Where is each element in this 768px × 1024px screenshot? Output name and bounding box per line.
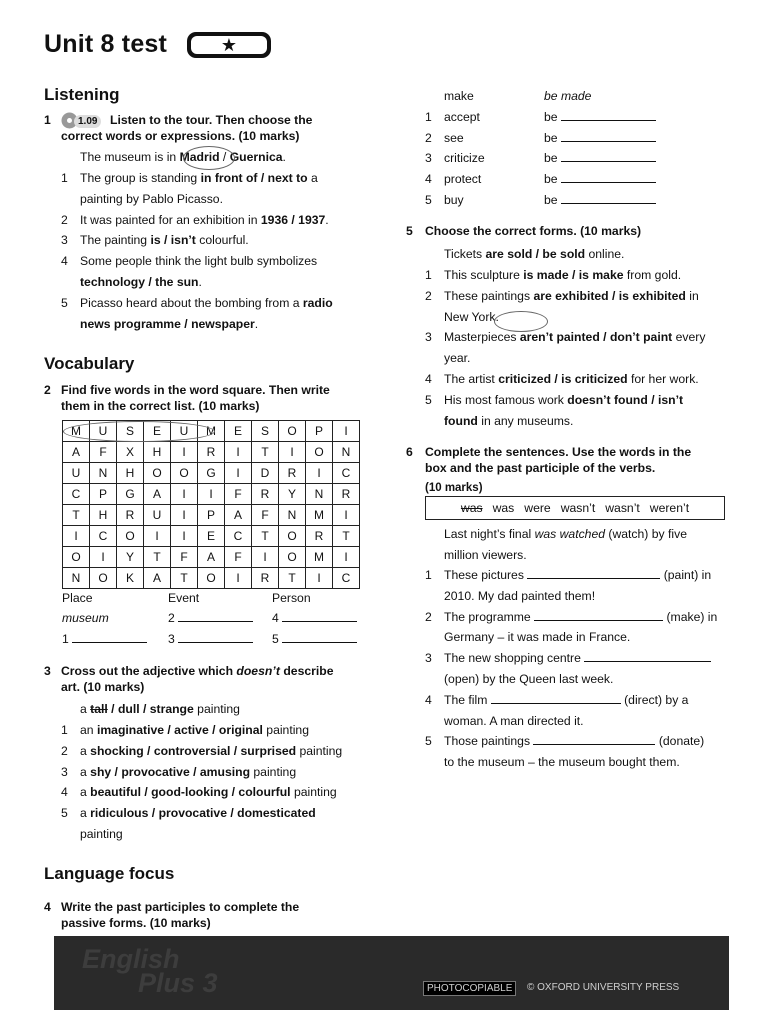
word-lists: Place Event Person museum 2 4 1 3 5 — [62, 588, 362, 654]
question-5-instruction: 5 Choose the correct forms. (10 marks) — [406, 224, 642, 238]
word-square-cell: N — [279, 505, 306, 526]
word-square-cell: A — [144, 568, 171, 589]
word-square-cell: S — [252, 421, 279, 442]
word-square-row — [63, 526, 360, 547]
word-square-cell: N — [90, 463, 117, 484]
word-square-cell: U — [144, 505, 171, 526]
word-square-cell: I — [306, 568, 333, 589]
circle-mark — [494, 311, 548, 332]
word-square-cell: O — [171, 463, 198, 484]
word-square-cell: I — [90, 547, 117, 568]
word-square-cell: O — [279, 421, 306, 442]
vocabulary-heading: Vocabulary — [44, 354, 135, 373]
word-square-cell: G — [117, 484, 144, 505]
english-plus-logo: Plus 3 — [138, 968, 218, 998]
word-square-cell: I — [171, 526, 198, 547]
word-square-cell: I — [225, 463, 252, 484]
photocopiable-label: PHOTOCOPIABLE — [423, 981, 516, 996]
star-level-badge — [187, 32, 271, 58]
question-6-example: Last night’s final was watched (watch) by five million viewers. — [444, 527, 687, 562]
word-square-cell: R — [252, 484, 279, 505]
circle-mark — [63, 421, 215, 442]
question-4-items: make be made 1 accept be 2 see be 3 criticize be 4 protect be 5 buy be — [425, 86, 725, 211]
question-5-items: 1 This sculpture is made / is make from gold. 2 These paintings are exhibited / is exhibited in New York. 3 Masterpieces aren’t painted / don’t paint every year. 4 The artist criticized / is criticized for her work. 5 His most famous work doesn’t found / isn’t found in any museums. — [425, 268, 706, 428]
word-square-cell: A — [63, 442, 90, 463]
word-square-cell: O — [279, 547, 306, 568]
word-square-cell: U — [171, 421, 198, 442]
language-focus-heading: Language focus — [44, 864, 175, 883]
english-plus-logo: English — [82, 944, 180, 974]
word-square-cell: I — [333, 547, 360, 568]
word-square-cell: R — [117, 505, 144, 526]
question-3-example: a tall / dull / strange painting — [80, 702, 240, 716]
word-square-cell: T — [171, 568, 198, 589]
word-square-cell: F — [90, 442, 117, 463]
word-square-cell: K — [117, 568, 144, 589]
publisher-label: © OXFORD UNIVERSITY PRESS — [527, 982, 680, 993]
word-square-cell: I — [252, 547, 279, 568]
word-square-row — [63, 442, 360, 463]
question-1-instruction: 1 1.09 Listen to the tour. Then choose the correct words or expressions. (10 marks) — [44, 113, 313, 143]
word-square-cell: F — [171, 547, 198, 568]
question-4-instruction: 4 Write the past participles to complete the passive forms. (10 marks) — [44, 900, 300, 930]
word-square-cell: I — [225, 568, 252, 589]
word-square-cell: O — [90, 568, 117, 589]
word-box: was was were wasn’t wasn’t weren’t — [425, 496, 725, 520]
word-square-cell: I — [171, 484, 198, 505]
word-square-cell: R — [252, 568, 279, 589]
word-square-cell: C — [90, 526, 117, 547]
word-square-cell: F — [225, 547, 252, 568]
word-square-cell: I — [198, 484, 225, 505]
word-square-cell: C — [63, 484, 90, 505]
word-square-cell: I — [333, 421, 360, 442]
question-3-instruction: 3 Cross out the adjective which doesn’t describe art. (10 marks) — [44, 664, 334, 694]
question-2-instruction: 2 Find five words in the word square. Then write them in the correct list. (10 marks) — [44, 383, 330, 413]
word-square-cell: O — [279, 526, 306, 547]
word-square-cell: P — [306, 421, 333, 442]
word-square-cell: E — [144, 421, 171, 442]
word-square-cell: O — [198, 568, 225, 589]
word-square-cell: C — [333, 463, 360, 484]
word-square-cell: A — [225, 505, 252, 526]
word-square-cell: I — [144, 526, 171, 547]
word-square-row — [63, 463, 360, 484]
word-square-cell: I — [306, 463, 333, 484]
word-square-cell: T — [144, 547, 171, 568]
word-square-cell: R — [279, 463, 306, 484]
word-square-cell: H — [144, 442, 171, 463]
word-square-cell: I — [333, 505, 360, 526]
word-square-row — [63, 484, 360, 505]
word-square-row — [63, 568, 360, 589]
word-square-cell: F — [252, 505, 279, 526]
word-square-cell: O — [63, 547, 90, 568]
word-square-cell: N — [333, 442, 360, 463]
star-icon: ★ — [220, 35, 238, 55]
word-square-cell: Y — [117, 547, 144, 568]
word-square-cell: Y — [279, 484, 306, 505]
question-1-item: 1 The group is standing in front of / next to a painting by Pablo Picasso. 2 It was painted for an exhibition in 1936 / 1937. 3 The painting is / isn’t colourful. 4 Some people think the light bulb symbolizes technology / the sun. 5 Picasso heard about the bombing from a radio news programme / newspaper. — [61, 171, 333, 331]
word-square-cell: O — [144, 463, 171, 484]
word-square-cell: T — [252, 442, 279, 463]
word-square-cell: A — [144, 484, 171, 505]
word-square-cell: P — [198, 505, 225, 526]
word-square-cell: M — [198, 421, 225, 442]
word-square-cell: N — [63, 568, 90, 589]
question-6-items: 1 These pictures (paint) in 2010. My dad painted them! 2 The programme (make) in Germany – it was made in France. 3 The new shopping centre (open) by the Queen last week. 4 The film (direct) by a woman. A man directed it. 5 Those paintings (donate) to the museum – the museum bought them. — [425, 568, 718, 770]
word-square-cell: T — [63, 505, 90, 526]
question-5-example: Tickets are sold / be sold online. — [444, 247, 625, 261]
word-square-cell: M — [63, 421, 90, 442]
word-square-cell: R — [306, 526, 333, 547]
word-square-row — [63, 505, 360, 526]
word-square-cell: N — [306, 484, 333, 505]
word-square-cell: E — [198, 526, 225, 547]
word-square-cell: A — [198, 547, 225, 568]
word-square-cell: T — [252, 526, 279, 547]
circle-mark — [183, 146, 235, 170]
word-square — [62, 420, 360, 589]
word-square-cell: G — [198, 463, 225, 484]
word-square-cell: I — [171, 505, 198, 526]
question-1-example: The museum is in Madrid / Guernica. — [80, 150, 286, 164]
word-square-cell: E — [225, 421, 252, 442]
word-square-cell: R — [198, 442, 225, 463]
word-square-cell: D — [252, 463, 279, 484]
word-square-cell: T — [333, 526, 360, 547]
word-square-row — [63, 547, 360, 568]
word-square-cell: R — [333, 484, 360, 505]
page-title: Unit 8 test — [44, 30, 168, 58]
word-square-cell: U — [63, 463, 90, 484]
question-6-instruction: 6 Complete the sentences. Use the words in the box and the past participle of the verbs. (10 marks) — [406, 445, 692, 494]
word-square-cell: O — [306, 442, 333, 463]
word-square-cell: I — [171, 442, 198, 463]
word-square-cell: F — [225, 484, 252, 505]
word-square-cell: M — [306, 547, 333, 568]
word-square-cell: P — [90, 484, 117, 505]
question-3-items: 1 an imaginative / active / original painting 2 a shocking / controversial / surprised painting 3 a shy / provocative / amusing painting 4 a beautiful / good-looking / colourful painting 5 a ridiculous / provocative / domesticated painting — [61, 723, 343, 841]
word-square-cell: O — [117, 526, 144, 547]
word-square-cell: I — [63, 526, 90, 547]
word-square-cell: U — [90, 421, 117, 442]
word-square-cell: H — [90, 505, 117, 526]
word-square-cell: I — [225, 442, 252, 463]
word-square-cell: H — [117, 463, 144, 484]
word-square-cell: M — [306, 505, 333, 526]
word-square-cell: S — [117, 421, 144, 442]
word-square-cell: X — [117, 442, 144, 463]
word-square-cell: T — [279, 568, 306, 589]
listening-heading: Listening — [44, 85, 120, 104]
word-square-cell: C — [333, 568, 360, 589]
track-number: 1.09 — [74, 115, 101, 128]
word-square-cell: C — [225, 526, 252, 547]
word-square-cell: I — [279, 442, 306, 463]
